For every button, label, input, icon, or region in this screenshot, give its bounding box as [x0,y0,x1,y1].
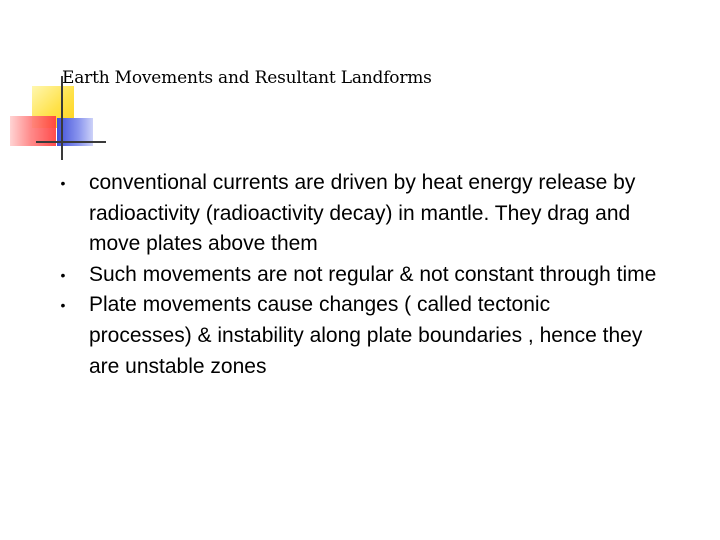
bullet-icon: • [60,175,66,191]
bullet-list [58,168,658,382]
slide-title: Earth Movements and Resultant Landforms [62,68,432,88]
bullet-item [58,290,658,382]
bullet-item [58,260,658,291]
bullet-icon: • [60,266,66,283]
bullet-item [58,168,658,260]
bullet-text: Plate movements cause changes ( called tectonic processes) & instability along plate boundaries , hence they are unstable zones [89,293,643,378]
bullet-icon: • [60,297,66,314]
vertical-line-decoration [61,76,63,160]
horizontal-line-decoration [36,141,106,143]
bullet-text: Such movements are not regular & not constant through time [89,262,657,286]
bullet-text: conventional currents are driven by heat energy release by radioactivity (radioactivity decay) in mantle. They drag and move plates above them [89,171,636,256]
